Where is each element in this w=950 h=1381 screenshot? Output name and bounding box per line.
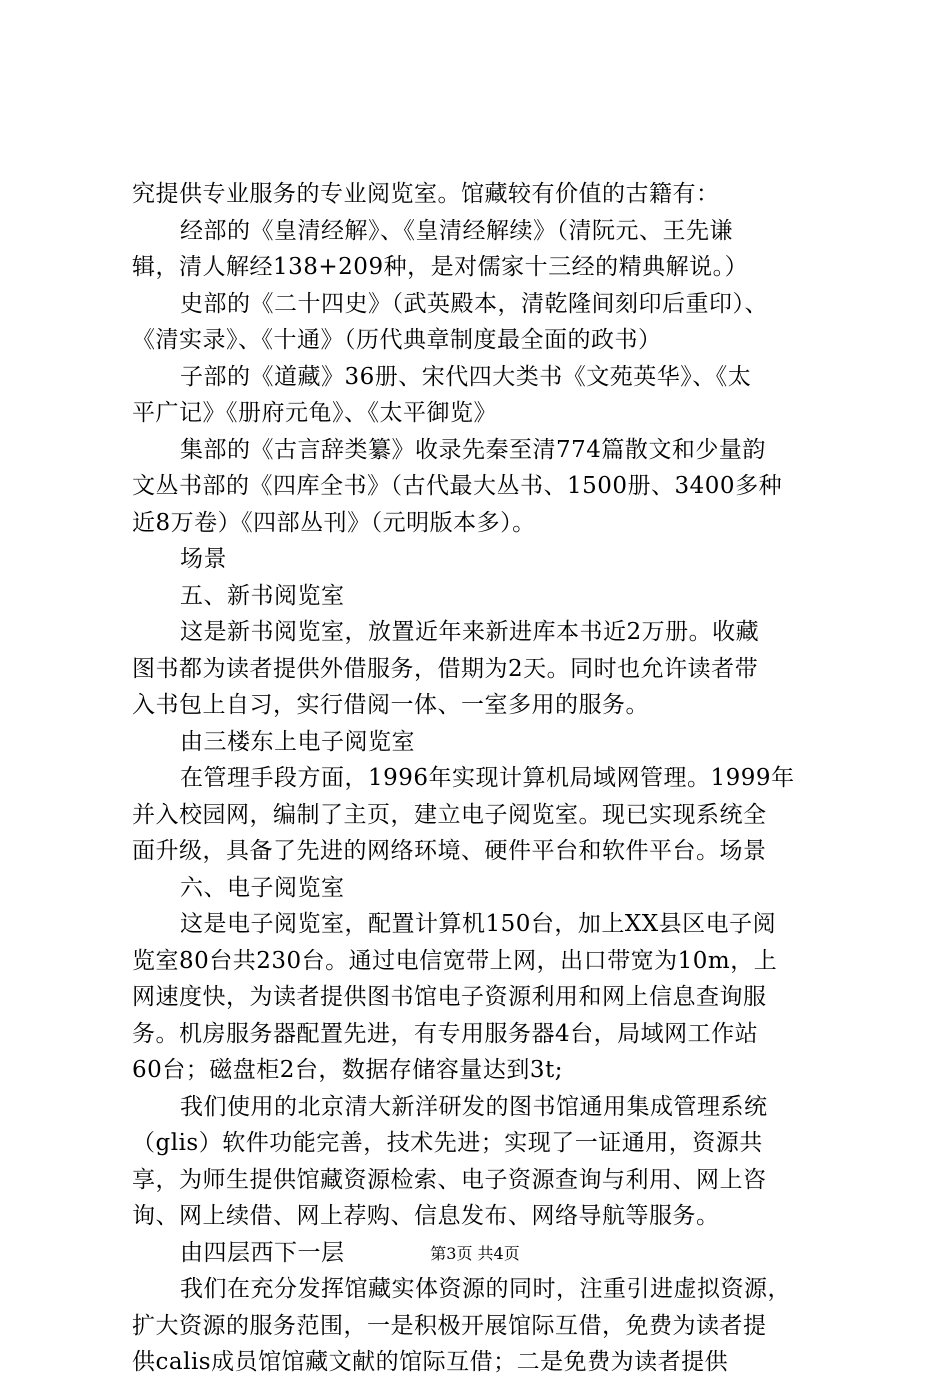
text-line: 面升级，具备了先进的网络环境、硬件平台和软件平台。场景 xyxy=(132,838,767,864)
text-line: 供calis成员馆馆藏文献的馆际互借；二是免费为读者提供 xyxy=(132,1349,729,1375)
text-line: 务。机房服务器配置先进，有专用服务器4台，局域网工作站 xyxy=(132,1020,759,1047)
text-line: 网速度快，为读者提供图书馆电子资源利用和网上信息查询服 xyxy=(132,984,767,1010)
text-line: 60台；磁盘柜2台，数据存储容量达到3t; xyxy=(132,1057,564,1083)
text-line: 六、电子阅览室 xyxy=(180,874,345,901)
text-line: 辑，清人解经138+209种，是对儒家十三经的精典解说。） xyxy=(132,254,749,280)
text-line: 平广记》《册府元龟》、《太平御览》 xyxy=(132,400,497,426)
text-line: 并入校园网，编制了主页，建立电子阅览室。现已实现系统全 xyxy=(132,801,767,828)
text-line: 在管理手段方面，1996年实现计算机局域网管理。1999年 xyxy=(180,765,795,791)
text-line: 子部的《道藏》36册、宋代四大类书《文苑英华》、《太 xyxy=(180,363,752,390)
text-line: 近8万卷）《四部丛刊》（元明版本多）。 xyxy=(132,509,536,536)
text-line: 五、新书阅览室 xyxy=(180,582,345,609)
text-line: 文丛书部的《四库全书》（古代最大丛书、1500册、3400多种 xyxy=(132,473,783,499)
text-line: 图书都为读者提供外借服务，借期为2天。同时也允许读者带 xyxy=(132,655,759,682)
text-line: 这是新书阅览室，放置近年来新进库本书近2万册。收藏 xyxy=(180,619,760,645)
text-line: 史部的《二十四史》（武英殿本，清乾隆间刻印后重印）、 xyxy=(180,290,768,317)
text-line: 扩大资源的服务范围，一是积极开展馆际互借，免费为读者提 xyxy=(132,1312,767,1339)
text-line: 由三楼东上电子阅览室 xyxy=(180,728,415,755)
text-line: 享，为师生提供馆藏资源检索、电子资源查询与利用、网上咨 xyxy=(132,1166,767,1193)
text-line: 究提供专业服务的专业阅览室。馆藏较有价值的古籍有： xyxy=(132,181,720,207)
text-line: 览室80台共230台。通过电信宽带上网，出口带宽为10m，上 xyxy=(132,947,778,974)
text-line: 由四层西下一层 xyxy=(180,1239,345,1266)
document-body xyxy=(132,176,832,1381)
text-line: （glis）软件功能完善，技术先进；实现了一证通用，资源共 xyxy=(132,1130,763,1156)
text-line: 集部的《古言辞类纂》收录先秦至清774篇散文和少量韵 xyxy=(180,436,766,463)
text-line: 我们在充分发挥馆藏实体资源的同时，注重引进虚拟资源， xyxy=(180,1276,791,1302)
text-line: 入书包上自习，实行借阅一体、一室多用的服务。 xyxy=(132,692,649,718)
text-line: 我们使用的北京清大新洋研发的图书馆通用集成管理系统 xyxy=(180,1093,768,1120)
text-line: 这是电子阅览室，配置计算机150台，加上XX县区电子阅 xyxy=(180,911,777,937)
text-line: 经部的《皇清经解》、《皇清经解续》（清阮元、王先谦 xyxy=(180,217,733,244)
text-line: 场景 xyxy=(180,546,227,572)
text-line: 《清实录》、《十通》（历代典章制度最全面的政书） xyxy=(132,327,662,353)
text-line: 询、网上续借、网上荐购、信息发布、网络导航等服务。 xyxy=(132,1203,720,1229)
page-footer: 第3页 共4页 xyxy=(430,1244,520,1263)
